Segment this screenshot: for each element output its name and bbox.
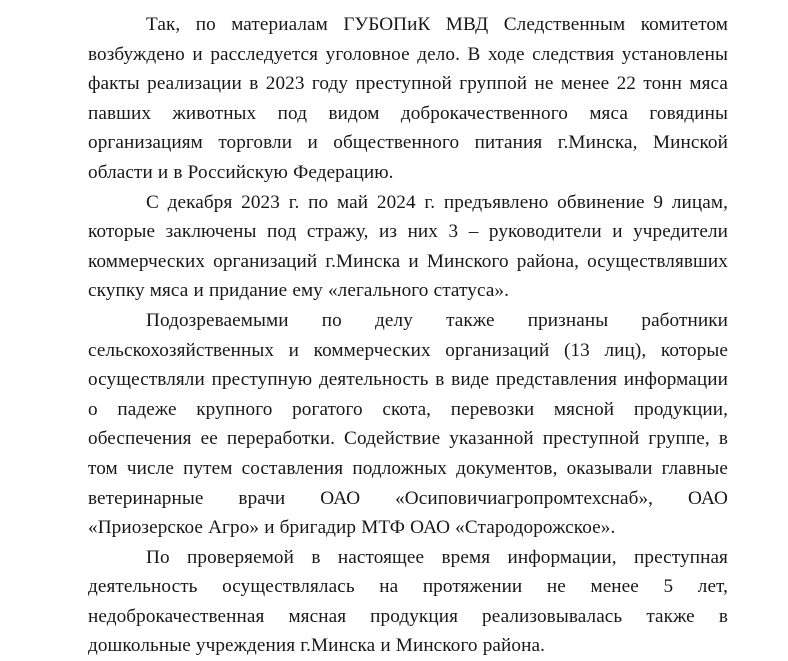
paragraph: Подозреваемыми по делу также признаны работники сельскохозяйственных и коммерческих организаций (13 лиц), которые осуществляли преступную деятельность в виде представления информации о падеже крупного рогатого скота, перевозки мясной продукции, обеспечения ее переработки. Содействие указанной преступной группе, в том числе путем составления подложных документов, оказывали главные ветеринарные врачи ОАО «Осиповичиагропромтехснаб», ОАО «Приозерское Агро» и бригадир МТФ ОАО «Стародорожское». <box>88 309 728 539</box>
paragraph: Так, по материалам ГУБОПиК МВД Следственным комитетом возбуждено и расследуется уголовное дело. В ходе следствия установлены факты реализации в 2023 году преступной группой не менее 22 тонн мяса павших животных под видом доброкачественного мяса говядины организациям торговли и общественного питания г.Минска, Минской области и в Российскую Федерацию. <box>88 14 728 183</box>
paragraph: С декабря 2023 г. по май 2024 г. предъявлено обвинение 9 лицам, которые заключены под стражу, из них 3 – руководители и учредители коммерческих организаций г.Минска и Минского района, осуществлявших скупку мяса и придание ему «легального статуса». <box>88 191 728 302</box>
paragraph: По проверяемой в настоящее время информации, преступная деятельность осуществлялась на протяжении не менее 5 лет, недоброкачественная мясная продукция реализовывалась также в дошкольные учреждения г.Минска и Минского района. <box>88 546 728 657</box>
